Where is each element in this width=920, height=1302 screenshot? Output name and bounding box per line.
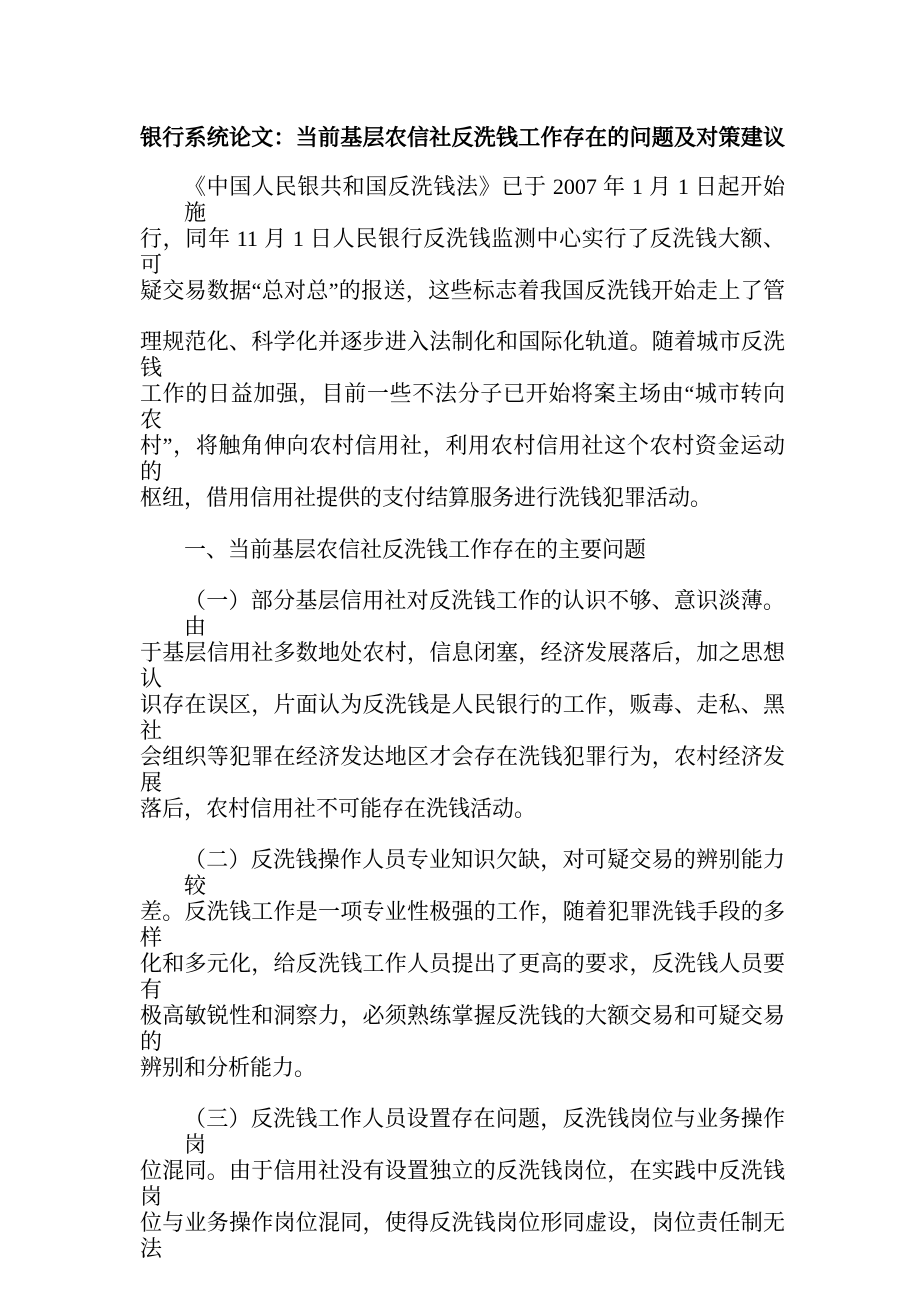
paragraph-line: 村”，将触角伸向农村信用社，利用农村信用社这个农村资金运动的 bbox=[140, 433, 785, 484]
paragraph-line: 会组织等犯罪在经济发达地区才会存在洗钱犯罪行为，农村经济发展 bbox=[140, 744, 785, 795]
section-heading: 一、当前基层农信社反洗钱工作存在的主要问题 bbox=[184, 537, 647, 562]
paragraph-line: 位混同。由于信用社没有设置独立的反洗钱岗位，在实践中反洗钱岗 bbox=[140, 1158, 785, 1209]
paragraph-line: 工作的日益加强，目前一些不法分子已开始将案主场由“城市转向农 bbox=[140, 381, 785, 432]
paragraph-line: 极高敏锐性和洞察力，必须熟练掌握反洗钱的大额交易和可疑交易的 bbox=[140, 1003, 785, 1054]
document-title: 银行系统论文：当前基层农信社反洗钱工作存在的问题及对策建议 bbox=[140, 125, 785, 150]
paragraph-line: 化和多元化，给反洗钱工作人员提出了更高的要求，反洗钱人员要有 bbox=[140, 951, 785, 1002]
paragraph-line: 疑交易数据“总对总”的报送，这些标志着我国反洗钱开始走上了管 bbox=[140, 278, 785, 303]
paragraph-line: 差。反洗钱工作是一项专业性极强的工作，随着犯罪洗钱手段的多样 bbox=[140, 899, 785, 950]
paragraph-line: 于基层信用社多数地处农村，信息闭塞，经济发展落后，加之思想认 bbox=[140, 640, 785, 691]
paragraph-line: （三）反洗钱工作人员设置存在问题，反洗钱岗位与业务操作岗 bbox=[184, 1106, 785, 1157]
paragraph-line: 识存在误区，片面认为反洗钱是人民银行的工作，贩毒、走私、黑社 bbox=[140, 692, 785, 743]
paragraph-line: 理规范化、科学化并逐步进入法制化和国际化轨道。随着城市反洗钱 bbox=[140, 329, 785, 380]
paragraph-line: 行，同年 11 月 1 日人民银行反洗钱监测中心实行了反洗钱大额、可 bbox=[140, 226, 785, 277]
paragraph-line: 落后，农村信用社不可能存在洗钱活动。 bbox=[140, 796, 537, 821]
paragraph-line: （二）反洗钱操作人员专业知识欠缺，对可疑交易的辨别能力较 bbox=[184, 847, 785, 898]
paragraph-line: 位与业务操作岗位混同，使得反洗钱岗位形同虚设，岗位责任制无法 bbox=[140, 1210, 785, 1261]
paragraph-line: 辨别和分析能力。 bbox=[140, 1055, 317, 1080]
paragraph-line: （一）部分基层信用社对反洗钱工作的认识不够、意识淡薄。由 bbox=[184, 588, 785, 639]
paragraph-line: 枢纽，借用信用社提供的支付结算服务进行洗钱犯罪活动。 bbox=[140, 485, 713, 510]
paragraph-line: 《中国人民银共和国反洗钱法》已于 2007 年 1 月 1 日起开始施 bbox=[184, 174, 785, 225]
